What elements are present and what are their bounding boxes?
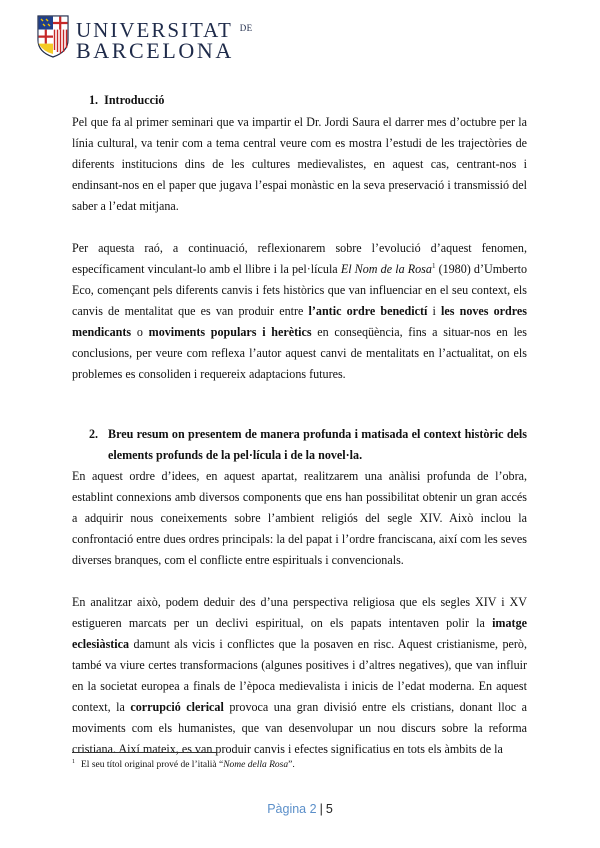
footnote: $^1$ El seu títol original prové de l’italià “Nome della Rosa”. xyxy=(72,759,295,770)
logo-text-bottom: BARCELONA xyxy=(76,38,234,63)
section-1-paragraph-1: Pel que fa al primer seminari que va impartir el Dr. Jordi Saura el darrer mes d’octubre per la línia cultural, va tenir com a tema central veure com es mostra l’estudi de les trajectòries de diferents institucions dins de les cultures medievalistes, en aquest cas, centrant-nos i endinsant-nos en el paper que jugava l’espai monàstic en la seva preservació i transmissió del saber a l’edat mitjana. xyxy=(72,115,527,213)
logo-text-top: UNIVERSITAT $^{DE}$ xyxy=(76,18,253,42)
total-pages: 5 xyxy=(325,802,333,816)
footnote-divider xyxy=(72,752,217,753)
section-2-paragraph-2: En analitzar això, podem deduir des d’una perspectiva religiosa que els segles XIV i XV estigueren marcats per un declivi espiritual, on els papats intentaven polir la imatge eclesiàstica damunt als vicis i conflictes que la posaven en risc. Aquest cristianisme, però, també va viure certes transformacions (algunes positives i d’altres negatives), que van influir en la societat europea a finals de l’època medievalista i inicis de l’edat moderna. En aquest context, la corrupció clerical provoca una gran divisió entre els cristians, donant lloc a moviments com els humanistes, que van desenvolupar un nou discurs sobre la reforma cristiana. Així mateix, es van produir canvis i efectes significatius en tots els àmbits de la xyxy=(72,595,528,756)
section-1-heading: 1. Introducció xyxy=(89,93,165,107)
coat-of-arms-icon xyxy=(36,14,70,58)
university-logo xyxy=(36,14,253,63)
footnote-reference[interactable]: 1 xyxy=(431,262,436,270)
current-page: 2 xyxy=(309,802,317,816)
page-number-footer: Pàgina 2 | 5 xyxy=(267,802,333,816)
document-body xyxy=(72,90,527,760)
section-1-paragraph-2: Per aquesta raó, a continuació, reflexionarem sobre l’evolució d’aquest fenomen, específicament vinculant-lo amb el llibre i la pel·lícula El Nom de la Rosa$^1$ (1980) d’Umberto Eco, començant pels diferents canvis i fets històrics que van influenciar en el seu context, els canvis de mentalitat que es van produir entre l’antic ordre benedictí i les noves ordres mendicants o moviments populars i herètics en conseqüència, fins a situar-nos en les conclusions, per veure com reflexa l’autor aquest canvi de mentalitats en l’actualitat, on els problemes es consoliden i requereix adaptacions futures. xyxy=(72,241,527,381)
film-title: El Nom de la Rosa xyxy=(340,262,432,276)
section-2-heading: 2. Breu resum on presentem de manera profunda i matisada el context històric dels elements profunds de la pel·lícula i de la novel·la. xyxy=(89,427,527,462)
section-2-paragraph-1: En aquest ordre d’idees, en aquest apartat, realitzarem una anàlisi profunda de l’obra, establint connexions amb diversos components que ens han possibilitat obtenir un gran accés a adquirir nous coneixements sobre l’ambient religiós del segle XIV. Això inclou la confrontació entre dues ordres principals: la del papat i l’ordre franciscana, així com les seves diverses branques, com el conflicte entre espirituals i convencionals. xyxy=(72,469,527,567)
